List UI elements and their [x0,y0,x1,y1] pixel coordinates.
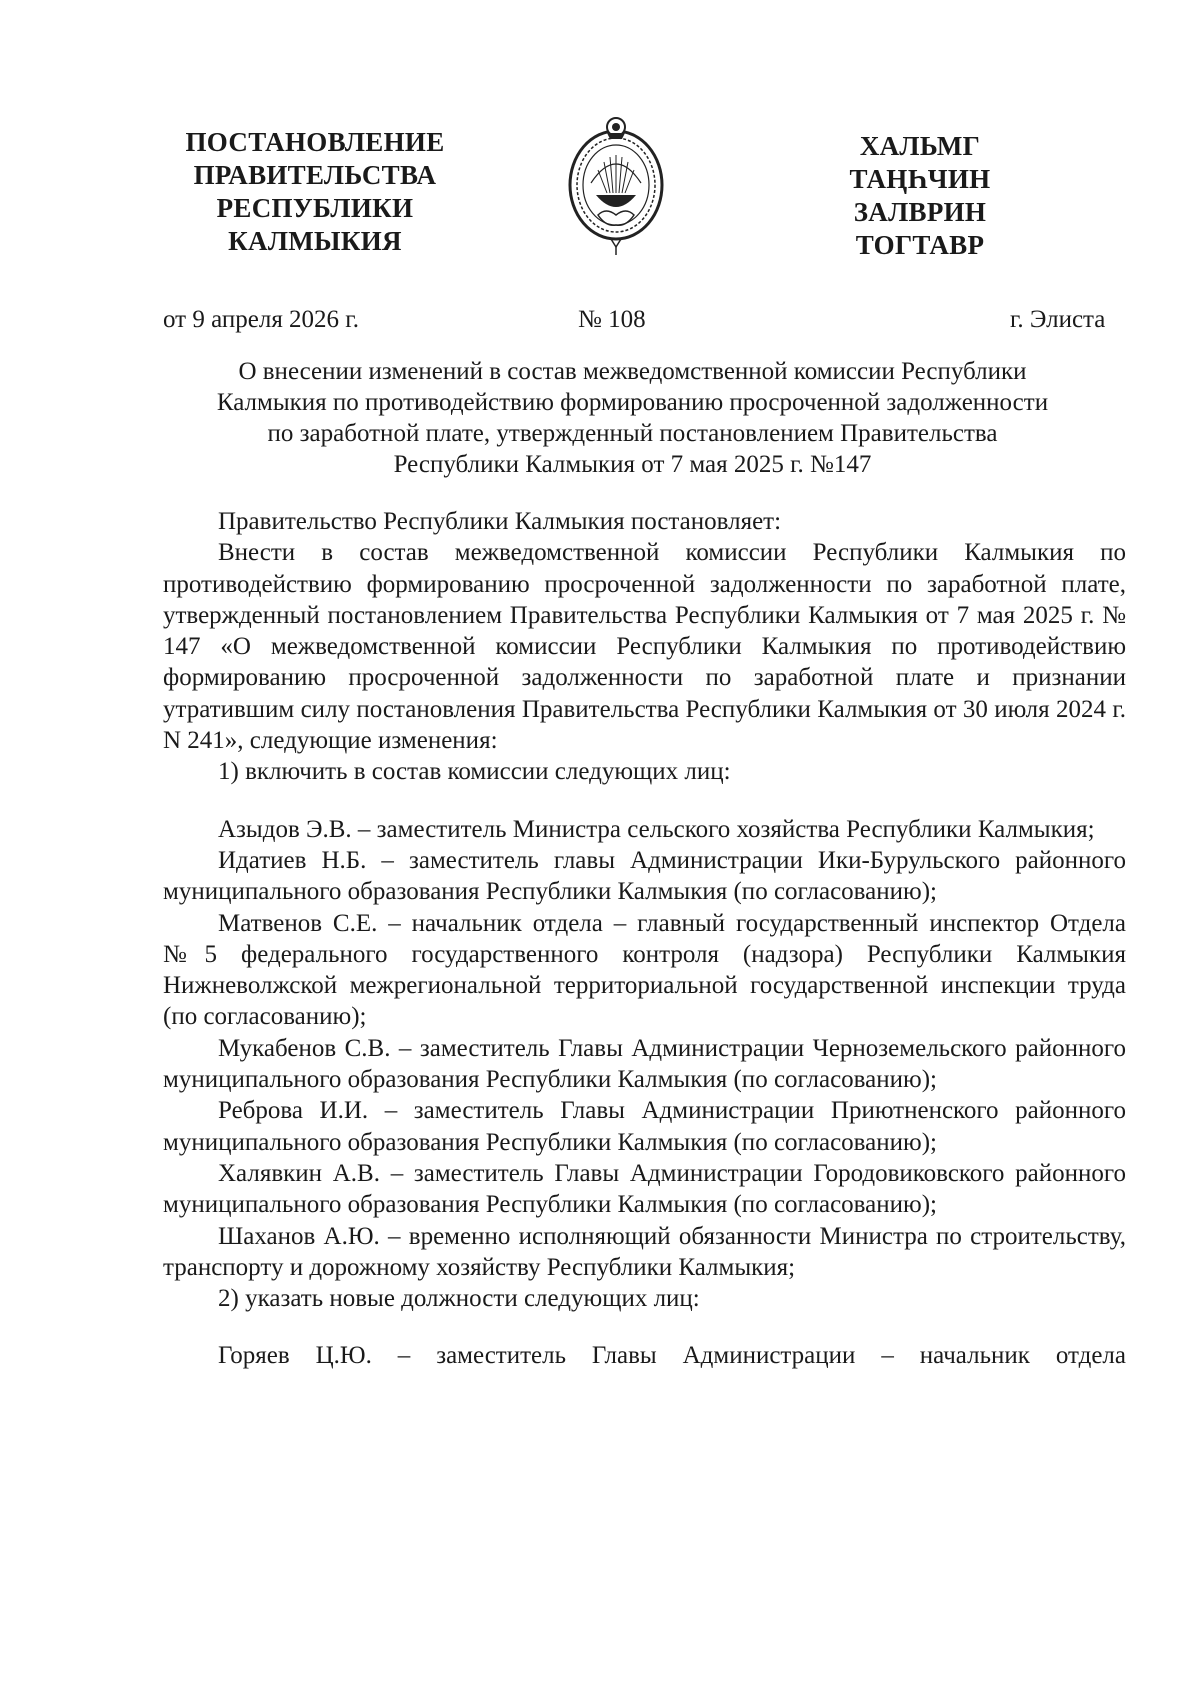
person-entry: Шаханов А.Ю. – временно исполняющий обязанности Министра по строительству, транспорту и дорожному хозяйству Республики Калмыкия; [163,1222,1126,1281]
document-number: № 108 [578,306,646,333]
person-entry: Матвенов С.Е. – начальник отдела – главный государственный инспектор Отдела №5 федерального государственного контроля (надзора) Республики Калмыкия Нижневолжской межрегиональной территориальной государственной инспекции труда (по согласованию); [163,909,1126,1031]
kalmyk-title: ХАЛЬМГ ТАҢҺЧИН ЗАЛВРИН ТОГТАВР [849,131,991,260]
item-1: 1) включить в состав комиссии следующих лиц: [218,758,731,786]
decree-intro: Правительство Республики Калмыкия постановляет: [218,508,782,535]
russian-title: ПОСТАНОВЛЕНИЕ ПРАВИТЕЛЬСТВА РЕСПУБЛИКИ КАЛМЫКИЯ [185,127,445,256]
person-entry: Реброва И.И. – заместитель Главы Администрации Приютненского районного муниципального образования Республики Калмыкия (по согласованию); [163,1097,1126,1156]
document-body [163,506,1126,1372]
main-paragraph: Внести в состав межведомственной комиссии Республики Калмыкия по противодействию формированию просроченной задолженности по заработной плате, утвержденный постановлением Правительства Республики Калмыкия от 7 мая 2025 г. № 147 «О межведомственной комиссии Республики Калмыкия по противодействию формированию просроченной задолженности по заработной плате и признании утратившим силу постановления Правительства Республики Калмыкия от 30 июля 2024 г. N 241», следующие изменения: [163,539,1126,755]
person-entry-continued: Горяев Ц.Ю. – заместитель Главы Администрации – начальник отдела [218,1342,1126,1370]
person-entry: Идатиев Н.Б. – заместитель главы Администрации Ики-Бурульского районного муниципального образования Республики Калмыкия (по согласованию); [163,846,1126,906]
document-date: от 9 апреля 2026 г. [163,306,359,333]
document-city: г. Элиста [1010,306,1106,333]
person-entry: Азыдов Э.В. – заместитель Министра сельского хозяйства Республики Калмыкия; [218,815,1095,843]
person-entry: Халявкин А.В. – заместитель Главы Администрации Городовиковского районного муниципального образования Республики Калмыкия (по согласованию); [163,1159,1126,1219]
kalmykia-coat-of-arms-icon [566,115,666,261]
document-subject: О внесении изменений в состав межведомственной комиссии Республики Калмыкия по противодействию формированию просроченной задолженности по заработной плате, утвержденный постановлением Правительства Республики Калмыкия от 7 мая 2025 г. №147 [216,358,1049,478]
person-entry: Мукабенов С.В. – заместитель Главы Администрации Черноземельского районного муниципального образования Республики Калмыкия (по согласованию); [163,1034,1126,1094]
item-2: 2) указать новые должности следующих лиц: [218,1285,700,1313]
